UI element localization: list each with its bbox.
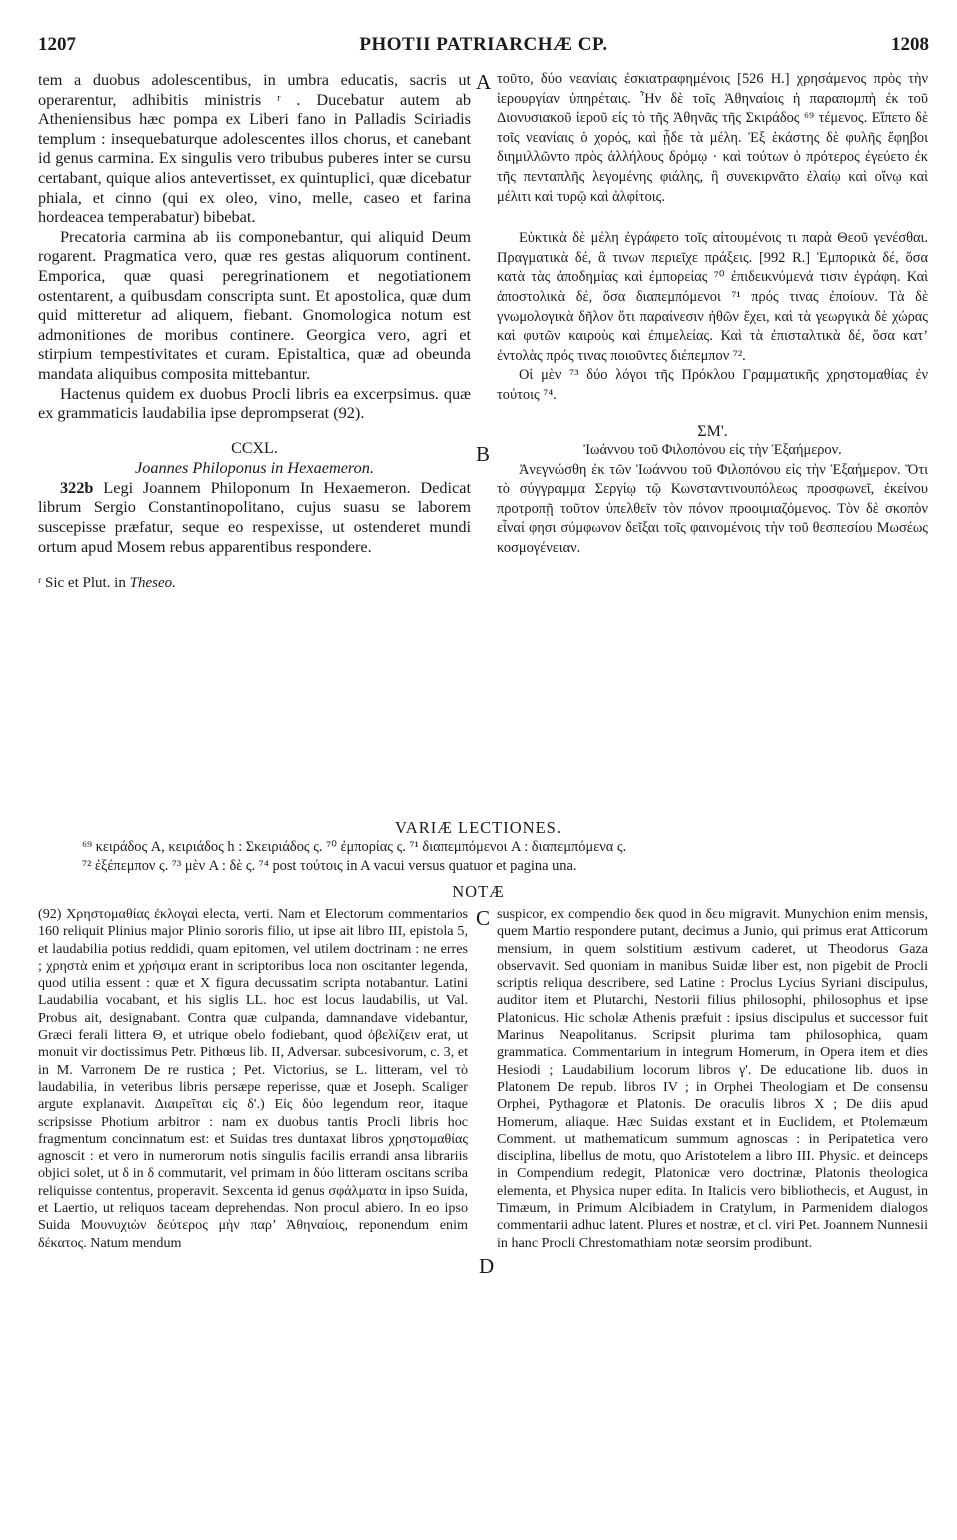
- notes-right-column: [497, 906, 928, 1252]
- latin-paragraph: Legi Joannem Philoponum In Hexaemeron. Dedicat librum Sergio Constantinopolitano, cujus suasu se laborem suscepisse præfatur, seque eo respexisse, ut ostenderet mundi ortum apud Mosem rebus apparentibus respondere.: [38, 477, 471, 556]
- right-page-number: 1208: [891, 34, 929, 55]
- note-text: (92) Χρηστομαθίας ἐκλογαὶ electa, verti. Nam et Electorum commentarios 160 reliquit Plinius major Plinio sororis filio, ut ipse ait libro III, epistola 5, et laudabilia potius reddidi, quam epitomen, vel utilem doctrinam : ne erres ; χρηστὰ enim et χρήσιμα erant in scriptoribus loca non oscitanter legenda, quod utilia essent : quæ et X figura decussatim scripta notabantur. Latini Laudabilia vocabant, et his siglis LL. hoc est locus laudabilis, ut Val. Probus ait, designabant. Contra quæ culpanda, damnandave videbantur, Græci ferali littera Θ, et utrique obelo fodiebant, quod ὀβελίζειν erat, ut monuit vir doctissimus Petr. Pithœus lib. II, Adversar. subcesivorum, c. 3, et in M. Varronem De re rustica ; Pet. Victorius, se L. litteram, vel τὸ laudabilia, in veteribus libris persæpe reperisse, quæ et Joseph. Scaliger argute explanavit. Διαιρεῖται εἰς δ'.) Εἰς δύο legendum reor, itaque scripsisse Photium arbitror : nam ex duobus tantis Procli libris hoc fragmentum concinnatum est: et Suidas tres duntaxat libros χρηστομαθίας agnoscit : et vero in numerorum notis singulis facilis errandi ansa librariis objici solet, ut δ in δ commutarit, vel primam in δύο litteram oscitans scriba reliquisse contentus, properavit. Sexcenta id genus σφάλματα in ipso Suida, et Laertio, ut reliquos taceam deprehendas. Non procul abiero. In eo ipso Suida Μουνυχιὼν δεύτερος μὴν παρ’ Ἀθηναίοις, reponendum enim δέκατος. Natum mendum: [38, 906, 468, 1251]
- left-page-number: 1207: [38, 34, 76, 55]
- variant-line: ⁷² ἐξέπεμπον ς. ⁷³ μὲν A : δὲ ς. ⁷⁴ post τούτοις in A vacui versus quatuor et pagina una.: [82, 858, 577, 874]
- greek-paragraph: Ἀνεγνώσθη ἐκ τῶν Ἰωάννου τοῦ Φιλοπόνου εἰς τὴν Ἑξαήμερον. Ὅτι τὸ σύγγραμμα Σεργίῳ τῷ Κωνσταντινουπόλεως προσφωνεῖ, ἐκείνου προτροπῇ τοῦτον ὑπελθεῖν τὸν πόνον προοιμιαζόμενος. Τὸν δὲ σκοπὸν εἶναί φησι σύμφωνον δεῖξαι τοῖς φαινομένοις τὴν τοῦ θεσπεσίου Μωσέως κοσμογένειαν.: [497, 461, 928, 557]
- latin-paragraph: tem a duobus adolescentibus, in umbra educatis, sacris ut operarentur, adhibitis ministris ʳ . Ducebatur autem ab Atheniensibus hæc pompa ex Liberi fano in Palladis Sciriadis templum : insequebaturque adolescentes illos chorus, et canebant id genus carmina. Ex singulis vero tribubus puberes inter se cursu certabant, quique alios antevertisset, ex quintuplici, quæ dicebatur phiala, et cinno (qui ex oleo, vino, melle, caseo et farina hordeacea temperabatur) bibebat.: [38, 70, 471, 227]
- variae-lectiones: [82, 838, 882, 876]
- notes-left-column: [38, 906, 468, 1252]
- section-letter-d: D: [479, 1254, 495, 1278]
- section-letter-c: C: [476, 906, 491, 930]
- greek-chapter-number: ΣΜ'.: [697, 422, 728, 440]
- latin-column: [38, 70, 471, 594]
- latin-paragraph: Hactenus quidem ex duobus Procli libris ea excerpsimus. quæ ex grammaticis laudabilia ipse deprompserat (92).: [38, 383, 471, 423]
- variant-line: ⁶⁹ κειράδος A, κειριάδος h : Σκειριάδος ς. ⁷⁰ ἐμπορίας ς. ⁷¹ διαπεμπόμενοι A : διαπεμπόμενα ς.: [82, 839, 627, 855]
- greek-paragraph: Οἱ μὲν ⁷³ δύο λόγοι τῆς Πρόκλου Γραμματικῆς χρηστομαθίας ἐν τούτοις ⁷⁴.: [497, 367, 928, 403]
- latin-chapter-number: CCXL.: [231, 439, 278, 457]
- greek-paragraph: τοῦτο, δύο νεανίαις ἐσκιατραφημένοις [526 H.] χρησάμενος πρὸς τὴν ἱερουργίαν ὑπηρέταις. Ἦν δὲ τοῖς Ἀθηναίοις ἡ παραπομπὴ ἐκ τοῦ Διονυσιακοῦ ἱεροῦ εἰς τὸ τῆς Ἀθηνᾶς τῆς Σκιράδος ⁶⁹ τέμενος. Εἵπετο δὲ τοῖς νεανίαις ὁ χορός, καὶ ᾖδε τὰ μέλη. Ἐξ ἑκάστης δὲ φυλῆς ἔφηβοι διημιλλῶντο πρὸς ἀλλήλους δρόμῳ · καὶ τούτων ὁ πρότερος ἐγεύετο ἐκ τῆς πενταπλῆς λεγομένης φιάλης, ἣ συνεκιρνᾶτο ἐλαίῳ καὶ οἴνῳ καὶ μέλιτι καὶ τυρῷ καὶ ἀλφίτοις.: [497, 71, 928, 205]
- section-letter-b: B: [476, 442, 491, 466]
- notae-heading: NOTÆ: [452, 882, 505, 901]
- variae-lectiones-heading: VARIÆ LECTIONES.: [395, 818, 562, 837]
- latin-footnote: ʳ Sic et Plut. in Theseo.: [38, 575, 176, 592]
- running-header: [38, 34, 929, 58]
- margin-reference: 322b: [60, 477, 94, 497]
- note-text: suspicor, ex compendio δεκ quod in δευ migravit. Munychion enim mensis, quem Martio respondere putant, decimus a Junio, qui primus erat Atticorum mensium, in quem solstitium æstivum caderet, ut Theodorus Gaza observavit. Sed quoniam in manibus Suidæ liber est, non pigebit de Procli scriptis reliqua describere, sed Latine : Proclus Lycius Syriani discipulus, auditor item et Plutarchi, Nestorii filius philosophi, philosophus et ipse Platonicus. Hic scholæ Athenis præfuit : ipsius discipulus et successor fuit Marinus Neapolitanus. Scripsit plurima tam philosophica, quam grammatica. Commentarium in integrum Homerum, in Opera item et dies Hesiodi ; Laudabilium locorum libros γ'. De educatione lib. duos in Platonem De repub. libros IV ; in Orphei Theologiam et De consensu Orphei, Pythagoræ et Platonis. De oraculis libros X ; De diis apud Homerum, aliaque. Hæc Suidas exstant et in Euclidem, et Ptolemæum Comment. ut mathematicum summum agnoscas : in Peripatetica vero disciplina, libellus de motu, quo Aristotelem a libro III. Physic. et deinceps in Compendium redegit, Platonicæ vero doctrinæ, Platonis theologica elementa, et Physica nuper edita. In Italicis vero bibliothecis, et August, in Timæum, in Primum Alcibiadem in Cratylum, in Parmenidem dialogos commentarii adhuc latent. Plures et nostræ, et cl. viri Pet. Joannem Nunnesii in hanc Procli Chrestomathiam notæ seorsim prodibunt.: [497, 906, 928, 1251]
- section-letter-a: A: [476, 70, 492, 94]
- latin-chapter-title: Joannes Philoponus in Hexaemeron.: [134, 458, 375, 478]
- running-title: PHOTII PATRIARCHÆ CP.: [359, 34, 608, 55]
- greek-column: [497, 70, 928, 559]
- greek-chapter-title: Ἰωάννου τοῦ Φιλοπόνου εἰς τὴν Ἑξαήμερον.: [583, 442, 842, 459]
- latin-paragraph: Precatoria carmina ab iis componebantur, qui aliquid Deum rogarent. Pragmatica vero, quæ res gestas aliquorum continent. Emporica, quæ quasi peregrinationem et negotiationem ostentarent, a quibusdam conscripta sunt. Et apostolica, quæ dum quid mitteretur ad aliquem, fiebant. Gnomologica notum est admonitiones de moribus continere. Georgica vero, agri et stirpium tempestivitates et curam. Epistaltica, quæ ad obeunda mandata aliquibus composita mittebantur.: [38, 226, 471, 383]
- greek-paragraph: Εὐκτικὰ δὲ μέλη ἐγράφετο τοῖς αἰτουμένοις τι παρὰ Θεοῦ γενέσθαι. Πραγματικὰ δέ, ἃ τινων περιεῖχε πράξεις. [992 R.] Ἐμπορικὰ δέ, ὅσα κατὰ τὰς ἀποδημίας καὶ ἐμπορείας ⁷⁰ ἐπιδεικνύμενά τισιν ἐγράφη. Καὶ ἀποστολικὰ δέ, ὅσα διαπεμπόμενοι ⁷¹ πρός τινας ἐποίουν. Τὰ δὲ γνωμολογικὰ δῆλον ὅτι παραίνεσιν ἠθῶν ἔχει, καὶ τὰ γεωργικὰ δὲ χώρας καὶ φυτῶν καιροὺς καὶ ἐπιμελείας. Καὶ τὰ ἐπισταλτικὰ δέ, ὅσα κατ’ ἐντολὰς πρός τινας ποιοῦντες διέπεμπον ⁷².: [497, 230, 928, 364]
